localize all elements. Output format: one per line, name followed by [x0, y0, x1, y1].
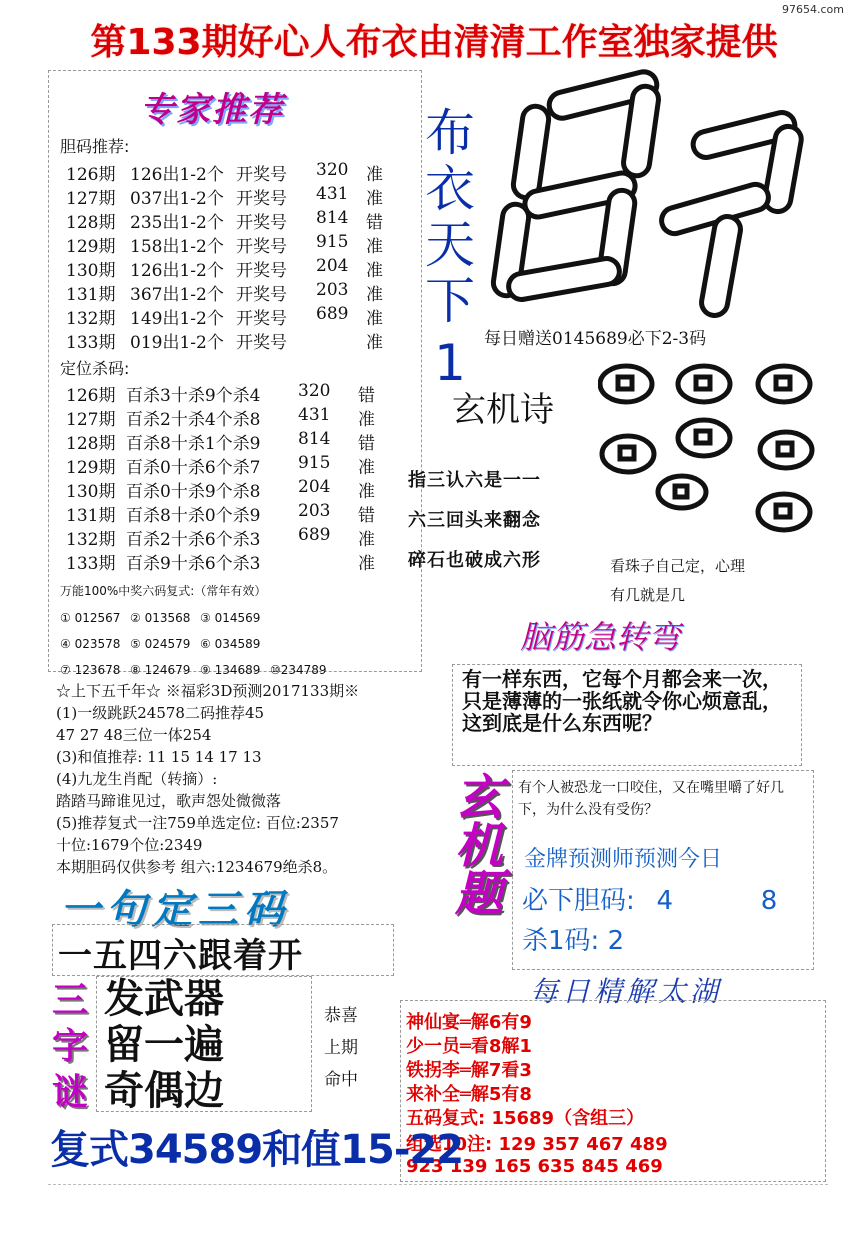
clue-line: 发武器: [104, 976, 224, 1022]
history-line: (4)九龙生肖配（转摘）:: [56, 770, 218, 788]
combo-item: ⑧ 124679: [130, 663, 191, 677]
kill-result: 错: [358, 386, 375, 406]
bile-label: 开奖号: [236, 333, 287, 353]
kill-period: 131期: [66, 506, 116, 526]
bile-result: 错: [366, 213, 383, 233]
combo-item: ① 012567: [60, 611, 121, 625]
poem-title: 玄机诗: [452, 390, 554, 430]
bile-num: 689: [316, 304, 349, 324]
combo-row: [60, 631, 340, 657]
bile-row: [66, 184, 406, 208]
kill-pick: 百杀0十杀6个杀7: [126, 458, 261, 478]
vertical-char: 天: [425, 216, 475, 274]
kill-result: 准: [358, 458, 375, 478]
xuanji-title: [455, 770, 507, 922]
bile-num: 915: [316, 232, 349, 252]
combo-item: ③ 014569: [200, 611, 261, 625]
bile-result: 准: [366, 261, 383, 281]
one-sentence-title: 一句定三码: [60, 886, 290, 933]
kill-pick: 百杀8十杀1个杀9: [126, 434, 261, 454]
taihu-line: 少一员═看8解1: [406, 1036, 532, 1057]
bile-result: 准: [366, 285, 383, 305]
bile-result: 准: [366, 165, 383, 185]
history-line: 本期胆码仅供参考 组六:1234679绝杀8。: [56, 858, 338, 876]
expert-title: 专家推荐: [140, 90, 284, 130]
bile-result: 准: [366, 237, 383, 257]
follow-text: 一五四六跟着开: [58, 936, 303, 976]
history-line: 47 27 48三位一体254: [56, 726, 212, 744]
kill-row: [66, 549, 406, 573]
bile-label: 开奖号: [236, 189, 287, 209]
vertical-char: 布: [425, 104, 475, 162]
kill-period: 126期: [66, 386, 116, 406]
gold-bile: [522, 880, 777, 917]
brain-title: 脑筋急转弯: [520, 618, 681, 656]
combo-item: ⑦ 123678: [60, 663, 121, 677]
kill-result: 准: [358, 410, 375, 430]
bile-label: 开奖号: [236, 309, 287, 329]
kill-num: 204: [298, 477, 331, 497]
vertical-char: 下: [425, 272, 475, 330]
bile-num: 431: [316, 184, 349, 204]
bile-period: 126期: [66, 165, 116, 185]
page-title: 第133期好心人布衣由清清工作室独家提供: [90, 22, 778, 63]
riddle-text: 有一样东西，它每个月都会来一次，只是薄薄的一张纸就令你心烦意乱，这到底是什么东西呢？: [462, 667, 782, 735]
bile-pick: 149出1-2个: [130, 309, 224, 329]
history-line: (5)推荐复式一注759单选定位: 百位:2357: [56, 814, 339, 832]
bile-period: 129期: [66, 237, 116, 257]
combo-sum: 复式34589和值15-22: [50, 1127, 464, 1173]
bile-num: 814: [316, 208, 349, 228]
kill-result: 准: [358, 554, 375, 574]
bile-result: 准: [366, 333, 383, 353]
combo-item: ⑨ 134689: [200, 663, 261, 677]
footer-divider: [48, 1184, 828, 1185]
bile-label: 开奖号: [236, 237, 287, 257]
sanzi-title: [52, 978, 89, 1116]
xuanji-char: 题: [455, 866, 504, 922]
kill-result: 错: [358, 434, 375, 454]
kill-period: 133期: [66, 554, 116, 574]
kill-period: 127期: [66, 410, 116, 430]
sanzi-char: 三: [52, 980, 89, 1021]
bile-num: 320: [316, 160, 349, 180]
vertical-banner: [420, 105, 480, 391]
bile-label: 开奖号: [236, 165, 287, 185]
combo-item: ⑥ 034589: [200, 637, 261, 651]
congrats-line: 上期: [324, 1038, 358, 1058]
kill-row: [66, 525, 406, 549]
history-block: [56, 680, 416, 878]
kill-row: [66, 429, 406, 453]
kill-label: 定位杀码:: [60, 359, 130, 378]
kill-num: 320: [298, 381, 331, 401]
kill-period: 129期: [66, 458, 116, 478]
kill-pick: 百杀3十杀9个杀4: [126, 386, 261, 406]
history-line: (3)和值推荐: 11 15 14 17 13: [56, 748, 262, 766]
sanzi-char: 字: [52, 1026, 89, 1067]
combo-item: ⑤ 024579: [130, 637, 191, 651]
hint-text: [610, 552, 810, 610]
kill-period: 128期: [66, 434, 116, 454]
kill-num: 689: [298, 525, 331, 545]
bile-row: [66, 280, 406, 304]
poem-line: 碎石也破成六形: [408, 550, 541, 571]
bile-period: 130期: [66, 261, 116, 281]
bile-period: 133期: [66, 333, 116, 353]
clue-line: 留一遍: [104, 1022, 224, 1068]
xuanji-char: 机: [455, 818, 504, 874]
taihu-line: 组选10注: 129 357 467 489: [406, 1134, 668, 1155]
kill-row: [66, 381, 406, 405]
kill-result: 准: [358, 482, 375, 502]
kill-row: [66, 453, 406, 477]
big-number-graphic: [478, 66, 810, 322]
bile-num: 204: [316, 256, 349, 276]
kill-row: [66, 501, 406, 525]
combo-item: ⑩234789: [270, 663, 327, 677]
bile-pick: 158出1-2个: [130, 237, 224, 257]
taihu-line: 923 139 165 635 845 469: [406, 1156, 663, 1177]
sanzi-char: 谜: [52, 1072, 89, 1113]
coin-digit-svg: [598, 362, 824, 546]
congrats-text: [324, 1000, 358, 1096]
bile-label: 开奖号: [236, 261, 287, 281]
gold-bile-label: 必下胆码:: [522, 886, 635, 916]
kill-pick: 百杀2十杀4个杀8: [126, 410, 261, 430]
kill-num: 431: [298, 405, 331, 425]
watermark: 97654.com: [782, 3, 844, 16]
kill-row: [66, 405, 406, 429]
bile-row: [66, 256, 406, 280]
taihu-line: 五码复式: 15689（含组三）: [406, 1108, 645, 1129]
kill-num: 915: [298, 453, 331, 473]
kill-result: 准: [358, 530, 375, 550]
kill-pick: 百杀0十杀9个杀8: [126, 482, 261, 502]
combo-row: [60, 605, 340, 631]
bile-row: [66, 160, 406, 184]
history-line: ☆上下五千年☆ ※福彩3D预测2017133期※: [56, 682, 360, 700]
history-line: (1)一级跳跃24578二码推荐45: [56, 704, 265, 722]
kill-pick: 百杀8十杀0个杀9: [126, 506, 261, 526]
kill-period: 132期: [66, 530, 116, 550]
bile-period: 128期: [66, 213, 116, 233]
kill-period: 130期: [66, 482, 116, 502]
xuanji-question: 有个人被恐龙一口咬住，又在嘴里嚼了好几下，为什么没有受伤？: [518, 780, 784, 818]
bile-pick: 235出1-2个: [130, 213, 224, 233]
bile-result: 准: [366, 309, 383, 329]
gold-kill-label: 杀1码:: [522, 926, 600, 956]
bile-pick: 367出1-2个: [130, 285, 224, 305]
bile-label: 胆码推荐:: [60, 137, 130, 156]
taihu-line: 来补全═解5有8: [406, 1084, 532, 1105]
bile-row: [66, 208, 406, 232]
bile-row: [66, 304, 406, 328]
kill-pick: 百杀9十杀6个杀3: [126, 554, 261, 574]
bile-pick: 126出1-2个: [130, 165, 224, 185]
coins-graphic: [598, 362, 824, 546]
bile-num: 203: [316, 280, 349, 300]
poem-line: 指三认六是一一: [408, 470, 541, 491]
kill-num: 814: [298, 429, 331, 449]
hint-line: 看珠子自己定，心理: [610, 557, 746, 575]
hint-line: 有几就是几: [610, 586, 686, 604]
bile-period: 127期: [66, 189, 116, 209]
history-line: 十位:1679个位:2349: [56, 836, 203, 854]
gold-bile-b: 8: [760, 886, 778, 916]
segment-digits-svg: [478, 66, 810, 322]
wanneng-label: 万能100%中奖六码复式:（常年有效）: [60, 584, 267, 598]
bile-pick: 019出1-2个: [130, 333, 224, 353]
kill-pick: 百杀2十杀6个杀3: [126, 530, 261, 550]
history-line: 踏踏马蹄谁见过，歌声怨处微微落: [56, 792, 282, 810]
bile-table: [66, 160, 406, 352]
bile-row: [66, 232, 406, 256]
gift-line: 每日赠送0145689必下2-3码: [484, 329, 707, 349]
vertical-char: 衣: [425, 160, 475, 218]
gold-title: 金牌预测师预测今日: [524, 847, 723, 872]
clue-line: 奇偶边: [104, 1068, 224, 1114]
taihu-line: 铁拐李═解7看3: [406, 1060, 532, 1081]
kill-result: 错: [358, 506, 375, 526]
bile-label: 开奖号: [236, 285, 287, 305]
bile-pick: 126出1-2个: [130, 261, 224, 281]
kill-num: 203: [298, 501, 331, 521]
bile-period: 132期: [66, 309, 116, 329]
bile-pick: 037出1-2个: [130, 189, 224, 209]
daily-title: 每日精解太湖: [530, 975, 723, 1008]
gold-kill-value: 2: [607, 926, 625, 956]
combo-item: ④ 023578: [60, 637, 121, 651]
poem-line: 六三回头来翻念: [408, 510, 541, 531]
xuanji-char: 玄: [455, 770, 504, 826]
clue-text: [104, 976, 224, 1114]
kill-row: [66, 477, 406, 501]
taihu-line: 神仙宴═解6有9: [406, 1012, 532, 1033]
combo-item: ② 013568: [130, 611, 191, 625]
gold-bile-a: 4: [656, 886, 674, 916]
bile-period: 131期: [66, 285, 116, 305]
bile-result: 准: [366, 189, 383, 209]
congrats-line: 恭喜: [324, 1006, 358, 1026]
bile-row: [66, 328, 406, 352]
bile-label: 开奖号: [236, 213, 287, 233]
gold-kill: [522, 920, 624, 957]
combo-list: [60, 605, 340, 683]
kill-table: [66, 381, 406, 573]
vertical-char: 1: [434, 334, 466, 392]
congrats-line: 命中: [324, 1070, 358, 1090]
